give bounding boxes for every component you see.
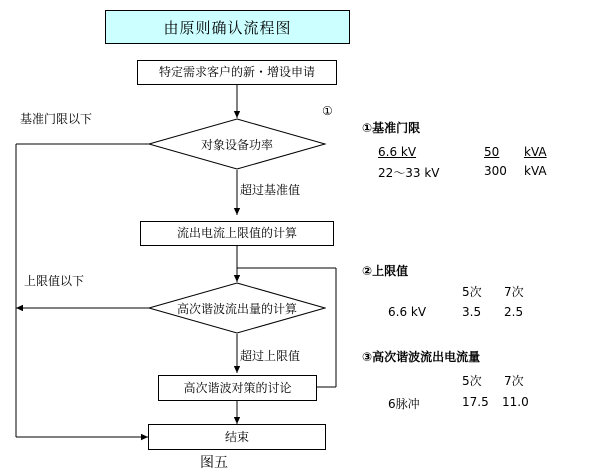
flow-node-harmonic-countermeasure: 高次谐波对策的讨论: [158, 375, 317, 401]
legend-s1-r0-value: 50: [484, 145, 500, 159]
legend-s1-r1-unit: kVA: [524, 164, 547, 178]
figure-caption: 图五: [200, 455, 228, 471]
legend-heading-threshold: ①基准门限: [362, 121, 421, 135]
flow-decision-harmonic-outflow: [148, 282, 326, 334]
edge-label-above-limit: 超过上限值: [240, 349, 301, 363]
legend-s3-r0-v0: 17.5: [462, 395, 489, 409]
flow-decision-device-power-label: 对象设备功率: [200, 137, 273, 152]
flow-node-current-limit-calc: 流出电流上限值的计算: [140, 221, 334, 246]
legend-s2-r0-v1: 2.5: [504, 305, 524, 319]
flow-node-end: 结束: [148, 424, 326, 450]
legend-s1-r1-value: 300: [484, 164, 507, 178]
legend-s2-col0: 5次: [462, 285, 482, 299]
legend-heading-harmonic-current: ③高次谐波流出电流量: [362, 350, 481, 364]
legend-s1-r0-unit: kVA: [524, 145, 547, 159]
edge-label-below-threshold: 基准门限以下: [20, 112, 93, 126]
legend-heading-limit: ②上限值: [362, 264, 409, 278]
flow-decision-device-power: [148, 118, 326, 170]
flow-decision-harmonic-outflow-label: 高次谐波流出量的计算: [176, 301, 297, 316]
legend-s3-col0: 5次: [462, 374, 482, 388]
diagram-title: 由原则确认流程图: [105, 10, 350, 44]
legend-s3-col1: 7次: [504, 374, 524, 388]
edge-label-below-limit: 上限值以下: [24, 274, 85, 288]
flow-node-start: 特定需求客户的新・增设申请: [137, 60, 337, 85]
legend-s2-col1: 7次: [504, 285, 524, 299]
legend-s2-r0-v0: 3.5: [462, 305, 482, 319]
legend-s3-r0-v1: 11.0: [502, 395, 529, 409]
decision1-marker: ①: [322, 104, 333, 118]
legend-s3-r0-label: 6脉冲: [388, 397, 420, 411]
legend-s1-r1-voltage: 22～33 kV: [378, 166, 440, 180]
edge-label-above-threshold: 超过基准值: [240, 183, 301, 197]
legend-s2-r0-label: 6.6 kV: [388, 305, 427, 319]
legend-s1-r0-voltage: 6.6 kV: [378, 145, 417, 159]
